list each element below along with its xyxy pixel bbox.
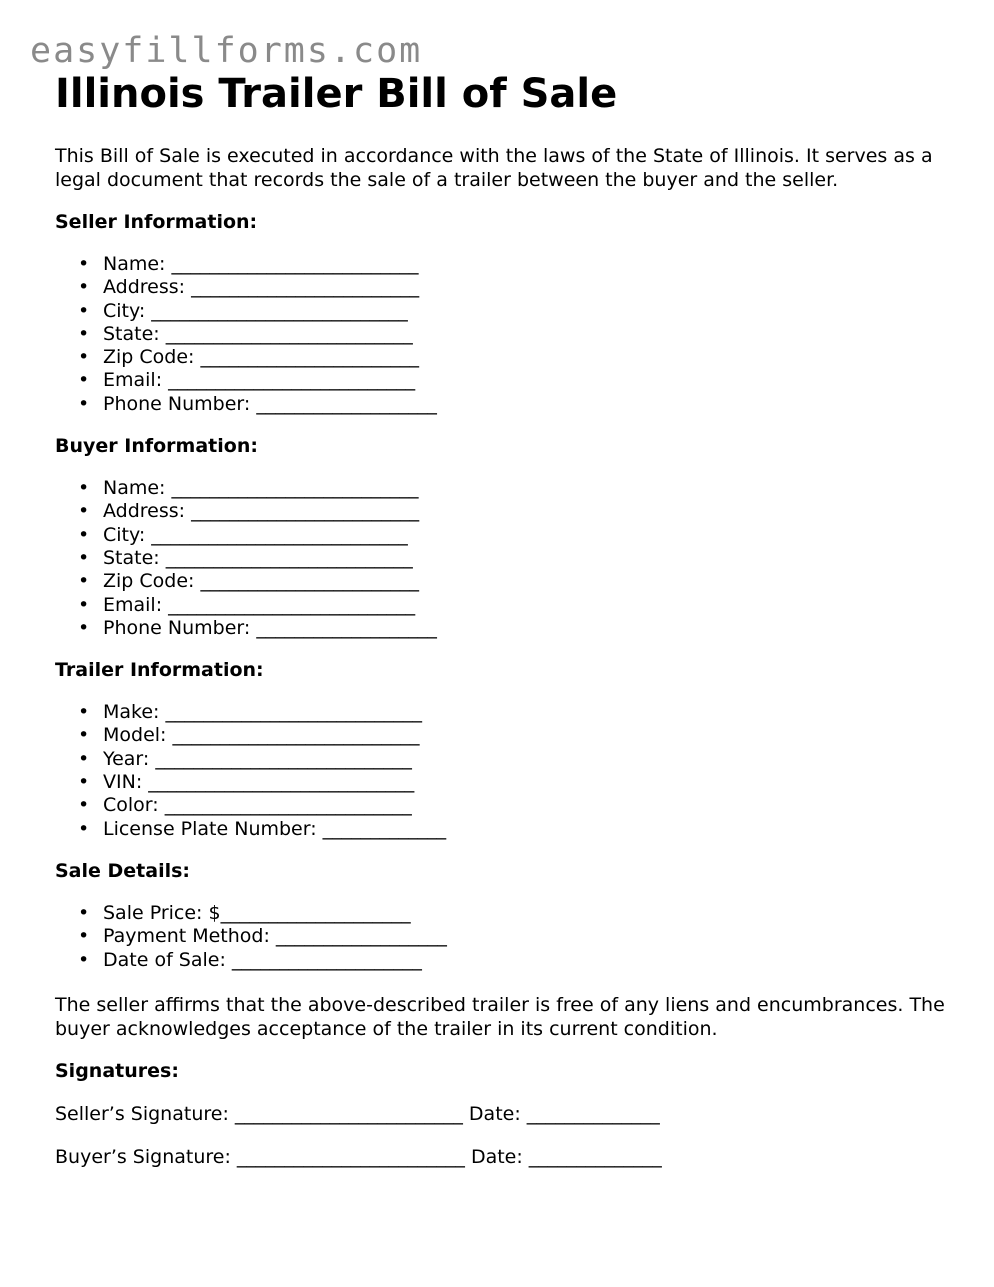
trailer-section-heading: Trailer Information: [55,659,264,682]
document-body [55,70,955,1169]
seller-phone-field[interactable]: • Phone Number: ___________________ [103,393,955,416]
seller-city-field[interactable]: • City: ___________________________ [103,300,955,323]
sale-date-field[interactable]: • Date of Sale: ____________________ [103,949,955,972]
buyer-section-heading: Buyer Information: [55,435,258,458]
trailer-model-field[interactable]: • Model: __________________________ [103,724,955,747]
buyer-state-field[interactable]: • State: __________________________ [103,547,955,570]
trailer-year-field[interactable]: • Year: ___________________________ [103,748,955,771]
watermark: easyfillforms.com [30,31,423,71]
affirmation-paragraph: The seller affirms that the above-described trailer is free of any liens and encumbrances. The buyer acknowledges acceptance of the trailer in its current condition. [55,993,945,1040]
buyer-zip-field[interactable]: • Zip Code: _______________________ [103,570,955,593]
seller-email-field[interactable]: • Email: __________________________ [103,369,955,392]
sale-section-heading: Sale Details: [55,859,191,882]
trailer-make-field[interactable]: • Make: ___________________________ [103,701,955,724]
buyer-phone-field[interactable]: • Phone Number: ___________________ [103,617,955,640]
buyer-signature-line[interactable]: Buyer’s Signature: ________________________ Date: ______________ [55,1145,662,1168]
buyer-field-list [55,477,955,640]
buyer-city-field[interactable]: • City: ___________________________ [103,524,955,547]
sale-price-field[interactable]: • Sale Price: $____________________ [103,902,955,925]
sale-field-list [55,902,955,972]
payment-method-field[interactable]: • Payment Method: __________________ [103,925,955,948]
seller-section-heading: Seller Information: [55,211,258,233]
buyer-name-field[interactable]: • Name: __________________________ [103,477,955,500]
trailer-plate-field[interactable]: • License Plate Number: _____________ [103,818,955,841]
buyer-address-field[interactable]: • Address: ________________________ [103,500,955,523]
document-title: Illinois Trailer Bill of Sale [55,71,618,117]
seller-signature-line[interactable]: Seller’s Signature: ________________________ Date: ______________ [55,1102,660,1125]
seller-state-field[interactable]: • State: __________________________ [103,323,955,346]
buyer-email-field[interactable]: • Email: __________________________ [103,594,955,617]
trailer-field-list [55,701,955,841]
trailer-vin-field[interactable]: • VIN: ____________________________ [103,771,955,794]
signatures-heading: Signatures: [55,1059,179,1082]
trailer-color-field[interactable]: • Color: __________________________ [103,794,955,817]
seller-address-field[interactable]: • Address: ________________________ [103,276,955,299]
seller-zip-field[interactable]: • Zip Code: _______________________ [103,346,955,369]
seller-name-field[interactable]: • Name: __________________________ [103,253,955,276]
seller-field-list [55,253,955,416]
intro-paragraph: This Bill of Sale is executed in accordance with the laws of the State of Illinois. It serves as a legal document that records the sale of a trailer between the buyer and the seller. [55,145,933,191]
